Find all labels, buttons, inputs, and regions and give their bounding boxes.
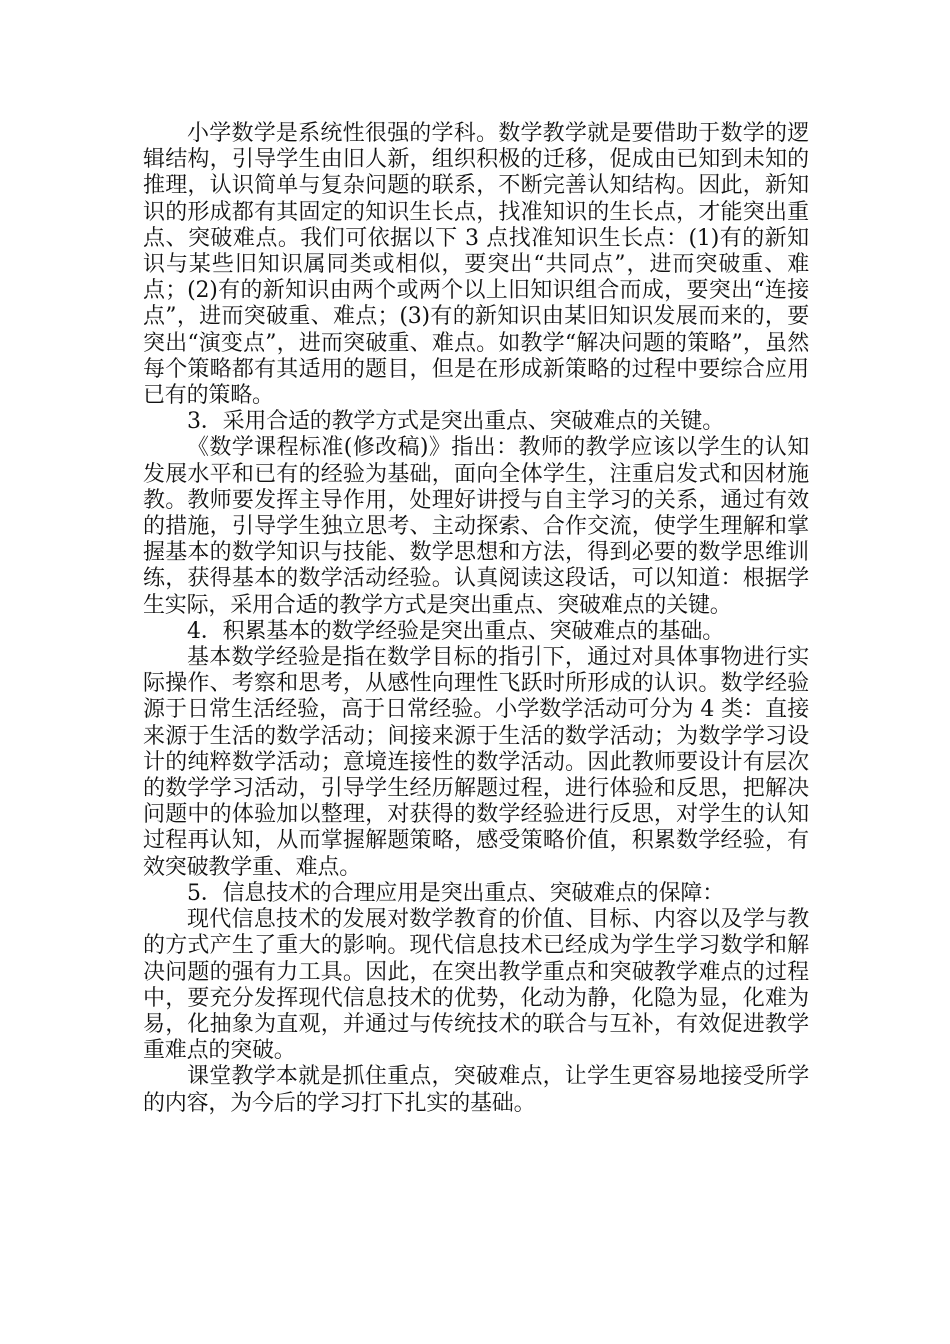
heading-point-4: 4．积累基本的数学经验是突出重点、突破难点的基础。 (187, 618, 724, 644)
heading-point-3: 3．采用合适的教学方式是突出重点、突破难点的关键。 (187, 409, 724, 435)
document-body (143, 121, 809, 1117)
paragraph-knowledge-growth-point: 小学数学是系统性很强的学科。数学教学就是要借助于数学的逻辑结构，引导学生由旧人新，组织积极的迁移，促成由已知到未知的推理，认识简单与复杂问题的联系，不断完善认知结构。因此，新知识的形成都有其固定的知识生长点，找准知识的生长点，才能突出重点、突破难点。我们可依据以下 3 点找准知识生长点：(1)有的新知识与某些旧知识属同类或相似，要突出“共同点”，进而突破重、难点；(2)有的新知识由两个或两个以上旧知识组合而成，要突出“连接点”，进而突破重、难点；(3)有的新知识由某旧知识发展而来的，要突出“演变点”，进而突破重、难点。如教学“解决问题的策略”，虽然每个策略都有其适用的题目，但是在形成新策略的过程中要综合应用已有的策略。 (143, 121, 809, 409)
heading-point-5: 5．信息技术的合理应用是突出重点、突破难点的保障： (187, 880, 724, 906)
paragraph-curriculum-standard: 《数学课程标准(修改稿)》指出：教师的教学应该以学生的认知发展水平和已有的经验为基础，面向全体学生，注重启发式和因材施教。教师要发挥主导作用，处理好讲授与自主学习的关系，通过有效的措施，引导学生独立思考、主动探索、合作交流，使学生理解和掌握基本的数学知识与技能、数学思想和方法，得到必要的数学思维训练，获得基本的数学活动经验。认真阅读这段话，可以知道：根据学生实际，采用合适的教学方式是突出重点、突破难点的关键。 (143, 435, 809, 618)
paragraph-math-experience: 基本数学经验是指在数学目标的指引下，通过对具体事物进行实际操作、考察和思考，从感性向理性飞跃时所形成的认识。数学经验源于日常生活经验，高于日常经验。小学数学活动可分为 4 类：直接来源于生活的数学活动；间接来源于生活的数学活动；为数学学习设计的纯粹数学活动；意境连接性的数学活动。因此教师要设计有层次的数学学习活动，引导学生经历解题过程，进行体验和反思，把解决问题中的体验加以整理，对获得的数学经验进行反思，对学生的认知过程再认知，从而掌握解题策略，感受策略价值，积累数学经验，有效突破教学重、难点。 (143, 645, 809, 880)
paragraph-information-technology: 现代信息技术的发展对数学教育的价值、目标、内容以及学与教的方式产生了重大的影响。现代信息技术已经成为学生学习数学和解决问题的强有力工具。因此，在突出教学重点和突破教学难点的过程中，要充分发挥现代信息技术的优势，化动为静，化隐为显，化难为易，化抽象为直观，并通过与传统技术的联合与互补，有效促进教学重难点的突破。 (143, 907, 809, 1064)
paragraph-conclusion: 课堂教学本就是抓住重点，突破难点，让学生更容易地接受所学的内容，为今后的学习打下扎实的基础。 (143, 1064, 809, 1116)
